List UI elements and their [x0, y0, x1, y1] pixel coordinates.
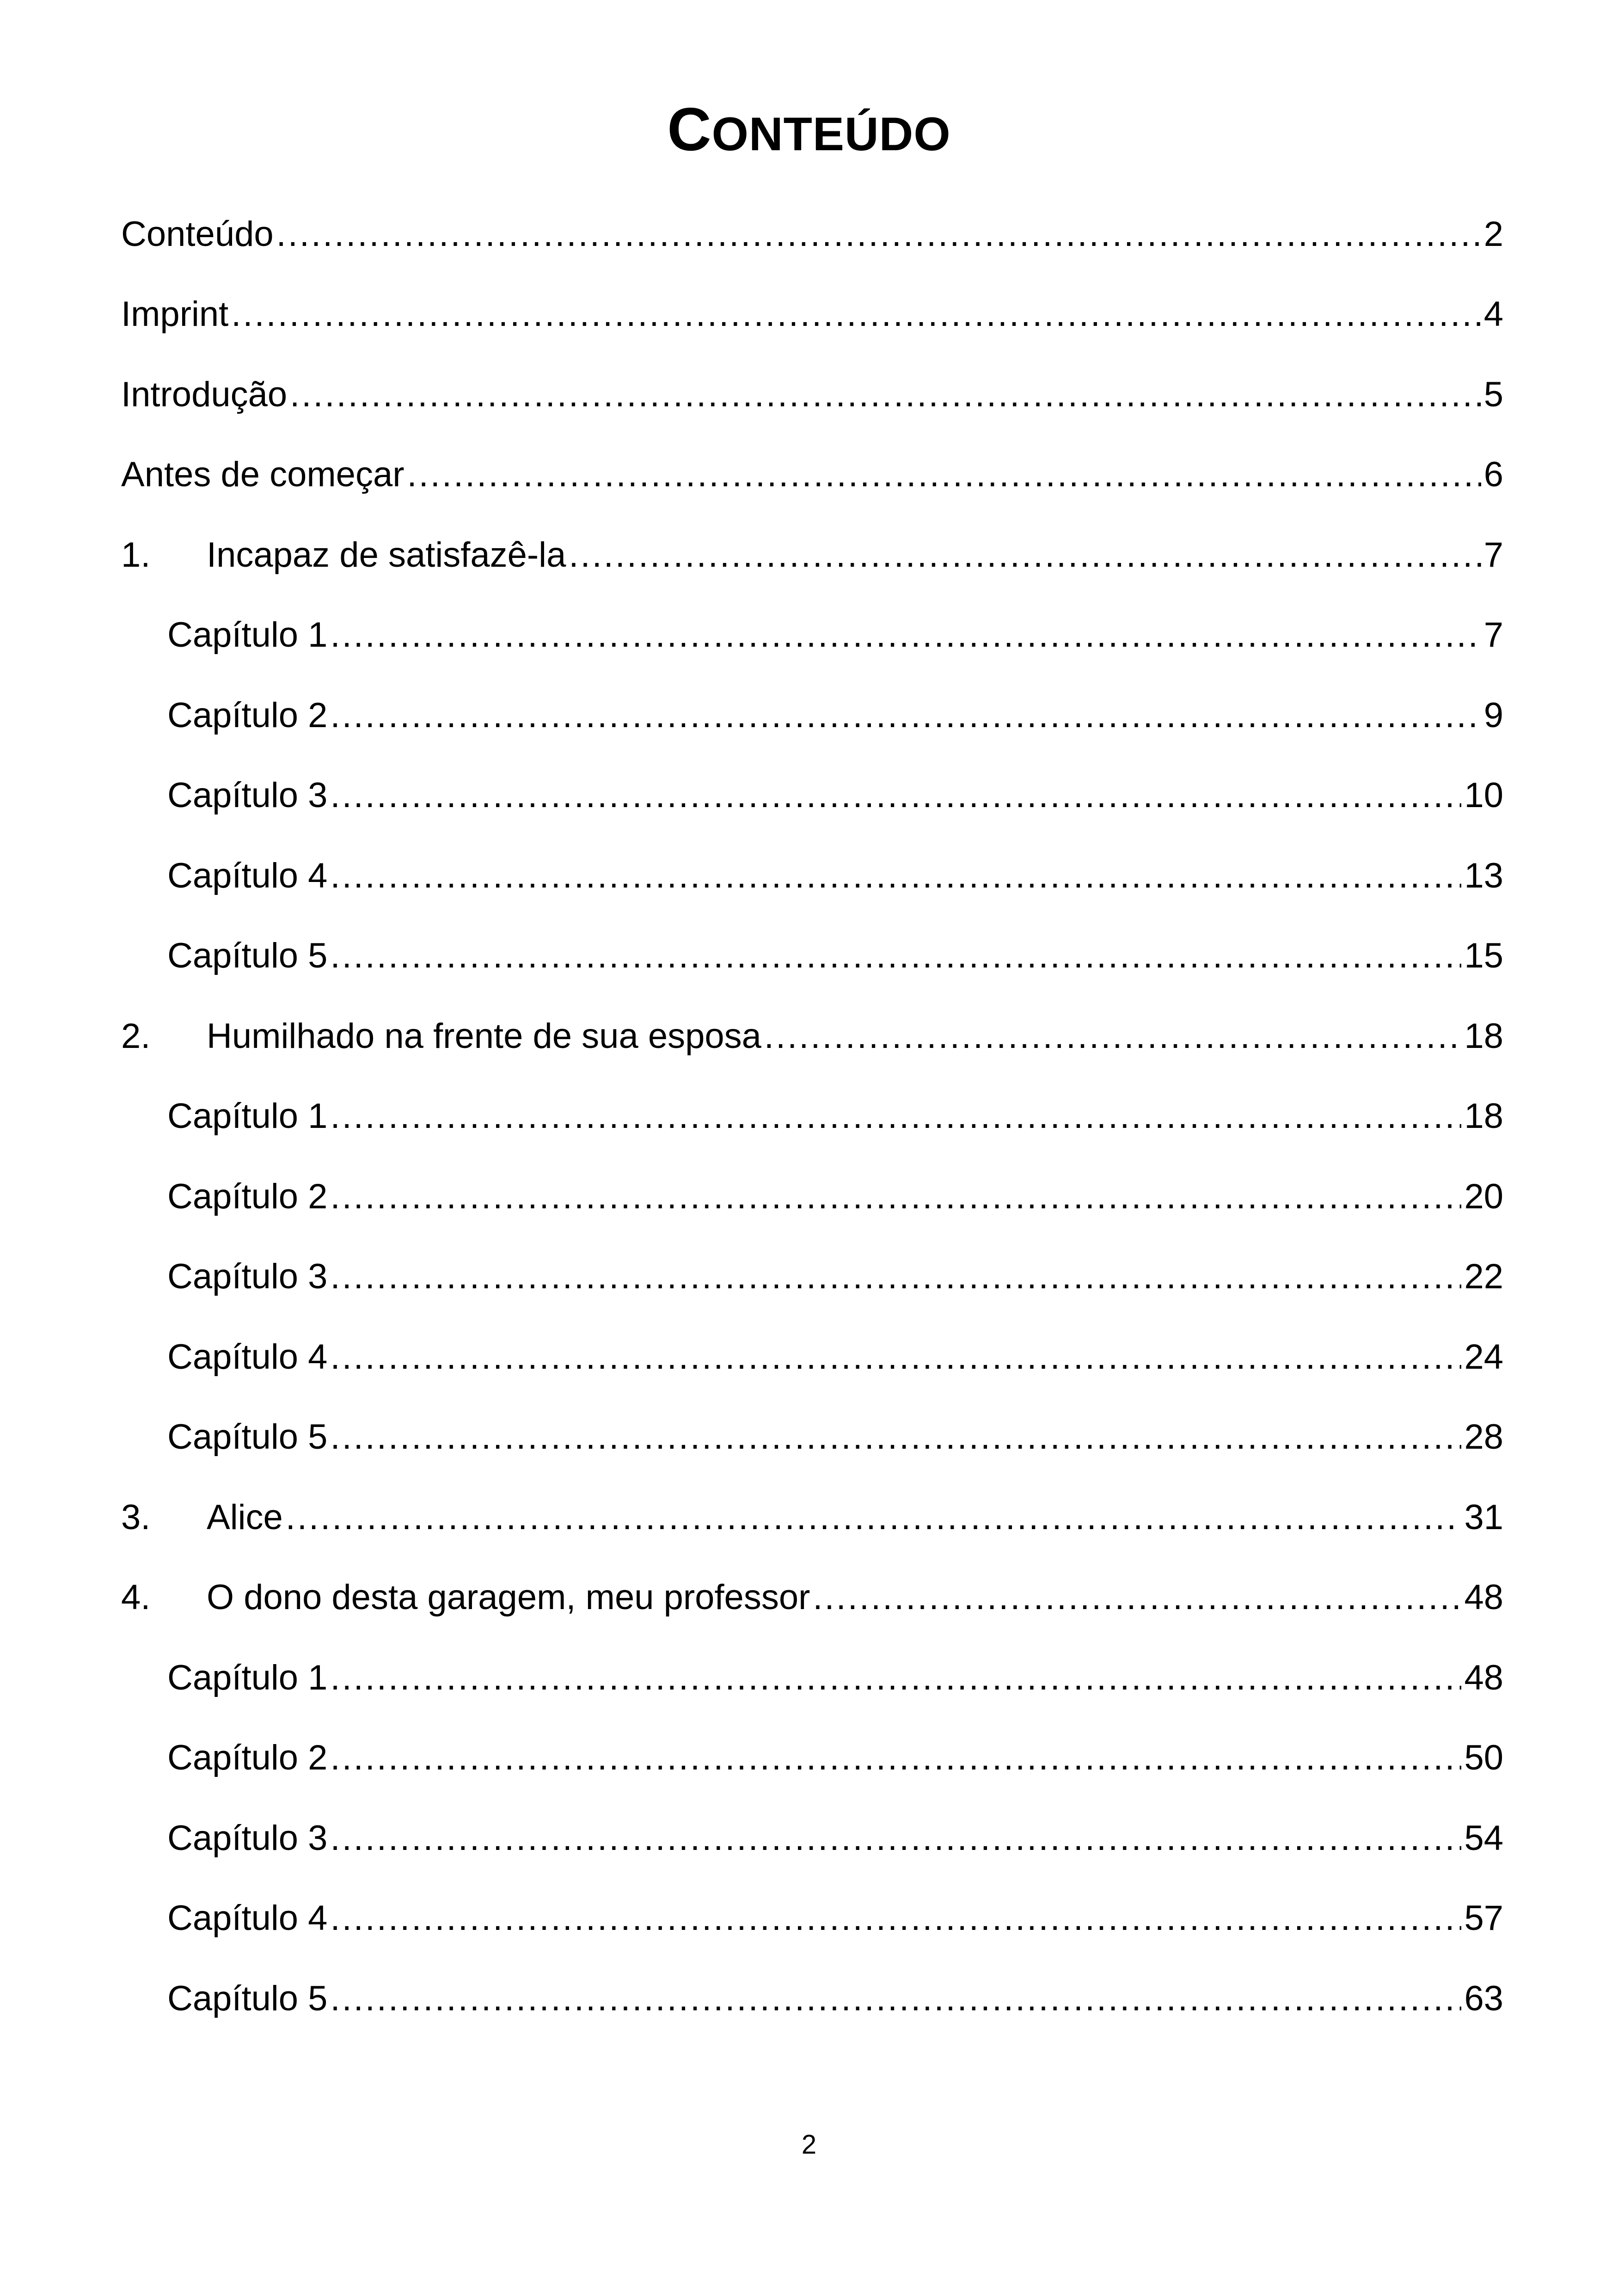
toc-entry[interactable] — [121, 996, 1503, 1077]
toc-dot-leader — [569, 532, 1481, 578]
page-number: 2 — [801, 2130, 817, 2160]
toc-dot-leader — [330, 1976, 1461, 2022]
toc-entry-label: Capítulo 1 — [167, 615, 328, 655]
toc-entry-page: 63 — [1464, 1978, 1503, 2018]
toc-entry-page: 50 — [1464, 1738, 1503, 1778]
page-title-rest: ONTEÚDO — [711, 108, 951, 160]
toc-entry-page: 4 — [1483, 294, 1503, 334]
toc-entry-label: Incapaz de satisfazê-la — [207, 535, 566, 575]
toc-entry-number: 2. — [121, 1016, 151, 1056]
toc-entry[interactable] — [121, 1879, 1503, 1959]
toc-entry-label: Alice — [207, 1497, 283, 1537]
toc-entry-page: 28 — [1464, 1417, 1503, 1457]
toc-entry[interactable] — [121, 756, 1503, 836]
toc-entry[interactable] — [121, 515, 1503, 595]
toc-entry-page: 54 — [1464, 1818, 1503, 1858]
toc-entry-page: 22 — [1464, 1257, 1503, 1297]
toc-entry-label: O dono desta garagem, meu professor — [207, 1578, 810, 1617]
toc-entry[interactable] — [121, 1397, 1503, 1478]
toc-entry-label: Capítulo 4 — [167, 1337, 328, 1377]
toc-entry-label: Humilhado na frente de sua esposa — [207, 1016, 761, 1056]
toc-entry-label: Imprint — [121, 294, 229, 334]
toc-entry-label: Capítulo 1 — [167, 1658, 328, 1697]
toc-dot-leader — [330, 772, 1461, 819]
toc-entry-page: 13 — [1464, 856, 1503, 895]
toc-entry-label: Capítulo 2 — [167, 1176, 328, 1216]
toc-entry[interactable] — [121, 1317, 1503, 1397]
toc-dot-leader — [407, 452, 1481, 498]
toc-entry-label: Capítulo 5 — [167, 936, 328, 976]
toc-entry[interactable] — [121, 916, 1503, 997]
toc-entry-page: 15 — [1464, 936, 1503, 976]
toc-dot-leader — [330, 1895, 1461, 1941]
toc-entry-page: 24 — [1464, 1337, 1503, 1377]
toc-entry[interactable] — [121, 194, 1503, 275]
toc-entry-label: Conteúdo — [121, 214, 274, 254]
toc-entry[interactable] — [121, 675, 1503, 756]
toc-dot-leader — [330, 1815, 1461, 1861]
toc-entry-label: Capítulo 4 — [167, 856, 328, 895]
toc-dot-leader — [330, 1254, 1461, 1300]
toc-entry-page: 7 — [1483, 535, 1503, 575]
toc-entry-label: Antes de começar — [121, 455, 404, 495]
toc-dot-leader — [330, 1093, 1461, 1139]
toc-dot-leader — [330, 1735, 1461, 1781]
table-of-contents — [121, 194, 1503, 2039]
toc-dot-leader — [764, 1013, 1462, 1059]
toc-entry-page: 48 — [1464, 1658, 1503, 1697]
toc-entry-number: 1. — [121, 535, 151, 575]
toc-entry-page: 7 — [1483, 615, 1503, 655]
toc-entry[interactable] — [121, 1157, 1503, 1237]
toc-entry-label: Capítulo 3 — [167, 776, 328, 815]
toc-entry-page: 20 — [1464, 1176, 1503, 1216]
toc-entry-page: 18 — [1464, 1096, 1503, 1136]
toc-entry[interactable] — [121, 1237, 1503, 1317]
toc-entry[interactable] — [121, 1558, 1503, 1638]
toc-entry-page: 48 — [1464, 1578, 1503, 1617]
toc-entry[interactable] — [121, 1638, 1503, 1718]
toc-entry-label: Capítulo 2 — [167, 695, 328, 735]
toc-entry[interactable] — [121, 836, 1503, 916]
toc-entry-label: Introdução — [121, 374, 288, 414]
toc-entry-label: Capítulo 3 — [167, 1818, 328, 1858]
toc-dot-leader — [286, 1494, 1462, 1541]
toc-dot-leader — [290, 372, 1481, 418]
toc-entry[interactable] — [121, 435, 1503, 515]
page-title — [0, 90, 1618, 173]
toc-entry-label: Capítulo 5 — [167, 1417, 328, 1457]
toc-entry-number: 3. — [121, 1497, 151, 1537]
toc-entry-number: 4. — [121, 1578, 151, 1617]
toc-dot-leader — [330, 853, 1461, 899]
toc-entry[interactable] — [121, 1798, 1503, 1879]
toc-dot-leader — [330, 1655, 1461, 1701]
toc-entry-page: 31 — [1464, 1497, 1503, 1537]
toc-entry-page: 10 — [1464, 776, 1503, 815]
toc-dot-leader — [330, 692, 1481, 739]
toc-entry-page: 6 — [1483, 455, 1503, 495]
toc-entry[interactable] — [121, 1077, 1503, 1157]
toc-entry[interactable] — [121, 595, 1503, 676]
toc-entry-label: Capítulo 1 — [167, 1096, 328, 1136]
toc-dot-leader — [276, 211, 1481, 257]
toc-dot-leader — [330, 612, 1481, 658]
page-title-initial: C — [667, 95, 712, 163]
toc-entry[interactable] — [121, 355, 1503, 435]
toc-entry[interactable] — [121, 1959, 1503, 2039]
toc-dot-leader — [330, 1334, 1461, 1380]
toc-dot-leader — [330, 1174, 1461, 1220]
toc-entry-label: Capítulo 3 — [167, 1257, 328, 1297]
toc-entry-page: 5 — [1483, 374, 1503, 414]
toc-entry-label: Capítulo 5 — [167, 1978, 328, 2018]
toc-dot-leader — [231, 291, 1481, 337]
toc-dot-leader — [813, 1574, 1461, 1621]
toc-dot-leader — [330, 1414, 1461, 1460]
toc-entry-label: Capítulo 2 — [167, 1738, 328, 1778]
toc-entry[interactable] — [121, 1477, 1503, 1558]
toc-entry[interactable] — [121, 275, 1503, 355]
toc-entry-page: 2 — [1483, 214, 1503, 254]
toc-entry-page: 18 — [1464, 1016, 1503, 1056]
toc-dot-leader — [330, 933, 1461, 979]
toc-entry[interactable] — [121, 1718, 1503, 1799]
toc-entry-label: Capítulo 4 — [167, 1898, 328, 1938]
toc-entry-page: 9 — [1483, 695, 1503, 735]
toc-entry-page: 57 — [1464, 1898, 1503, 1938]
